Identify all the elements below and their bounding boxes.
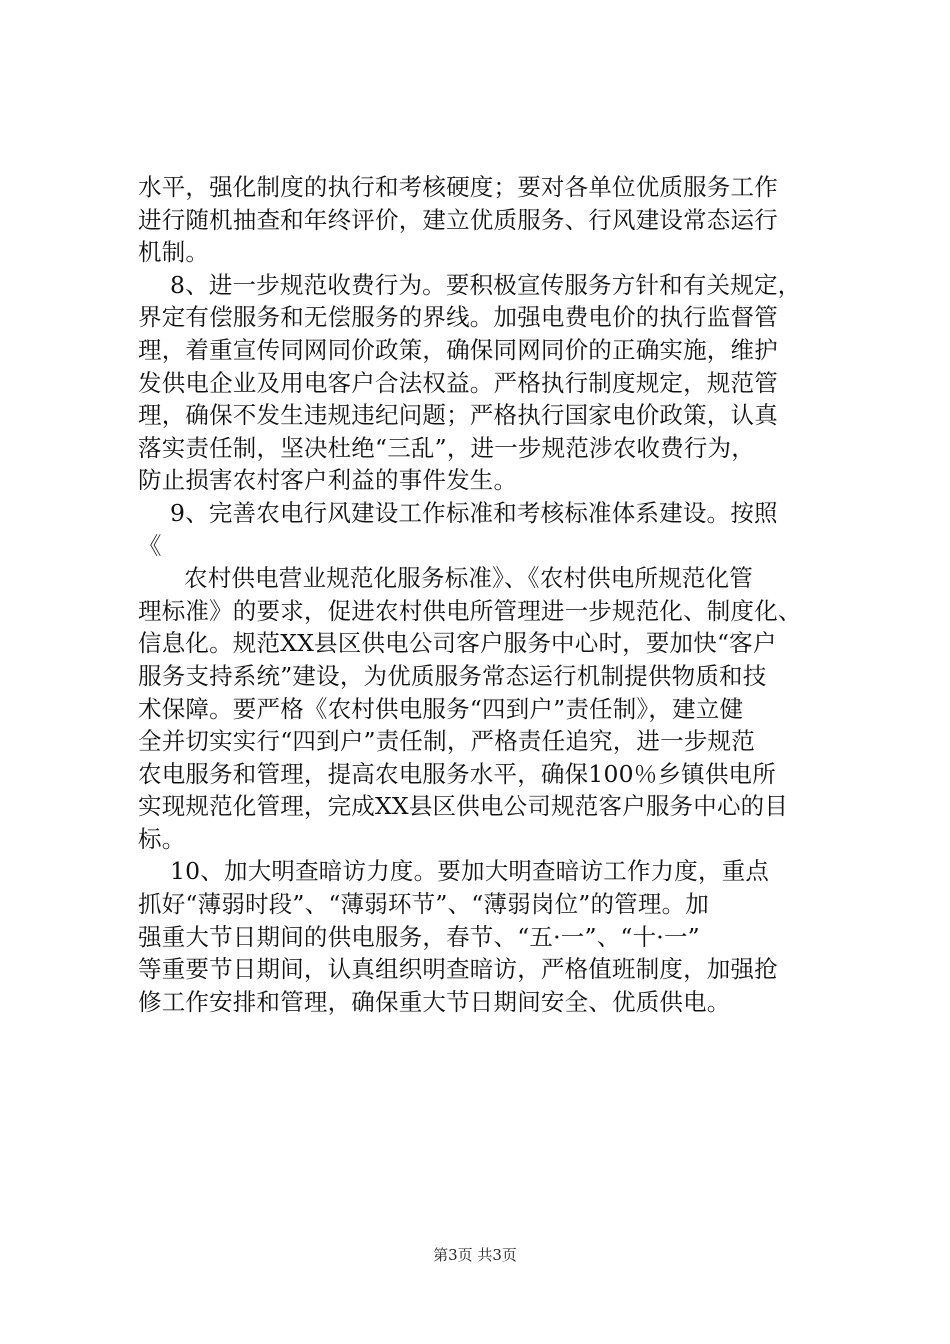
text-line: 理标准》的要求，促进农村供电所管理进一步规范化、制度化、 <box>138 596 802 625</box>
text-line: 进行随机抽查和年终评价，建立优质服务、行风建设常态运行 <box>138 205 778 234</box>
text-line: 机制。 <box>138 238 210 267</box>
page-footer: 第3页 共3页 <box>433 1246 517 1264</box>
text-line: 术保障。要严格《农村供电服务“四到户”责任制》，建立健 <box>138 694 744 723</box>
text-line: 10、加大明查暗访力度。要加大明查暗访工作力度，重点 <box>170 857 770 886</box>
text-line: 落实责任制，坚决杜绝“三乱”，进一步规范涉农收费行为， <box>138 433 755 462</box>
text-line: 实现规范化管理，完成XX县区供电公司规范客户服务中心的目 <box>138 792 789 821</box>
text-line: 《 <box>138 531 162 560</box>
text-line: 9、完善农电行风建设工作标准和考核标准体系建设。按照 <box>170 498 778 527</box>
text-line: 发供电企业及用电客户合法权益。严格执行制度规定，规范管 <box>138 368 778 397</box>
text-line: 服务支持系统”建设，为优质服务常态运行机制提供物质和技 <box>138 661 767 690</box>
text-line: 信息化。规范XX县区供电公司客户服务中心时，要加快“客户 <box>138 629 777 658</box>
text-line: 防止损害农村客户利益的事件发生。 <box>138 466 518 495</box>
text-line: 强重大节日期间的供电服务，春节、“五·一”、“十·一” <box>138 922 700 951</box>
text-line: 抓好“薄弱时段”、“薄弱环节”、“薄弱岗位”的管理。加 <box>138 890 709 919</box>
text-line: 全并切实实行“四到户”责任制，严格责任追究，进一步规范 <box>138 727 755 756</box>
text-line: 8、进一步规范收费行为。要积极宣传服务方针和有关规定， <box>170 270 802 299</box>
text-line: 理，着重宣传同网同价政策，确保同网同价的正确实施，维护 <box>138 335 778 364</box>
text-line: 水平，强化制度的执行和考核硬度；要对各单位优质服务工作 <box>138 173 778 201</box>
text-line: 农村供电营业规范化服务标准》、《农村供电所规范化管 <box>184 564 753 593</box>
document-body <box>138 171 838 1018</box>
text-line: 修工作安排和管理，确保重大节日期间安全、优质供电。 <box>138 987 731 1016</box>
text-line: 理，确保不发生违规违纪问题；严格执行国家电价政策，认真 <box>138 401 778 430</box>
text-line: 界定有偿服务和无偿服务的界线。加强电费电价的执行监督管 <box>138 303 778 332</box>
text-line: 等重要节日期间，认真组织明查暗访，严格值班制度，加强抢 <box>138 955 778 984</box>
text-line: 标。 <box>138 824 186 853</box>
text-line: 农电服务和管理，提高农电服务水平，确保100％乡镇供电所 <box>138 759 776 788</box>
